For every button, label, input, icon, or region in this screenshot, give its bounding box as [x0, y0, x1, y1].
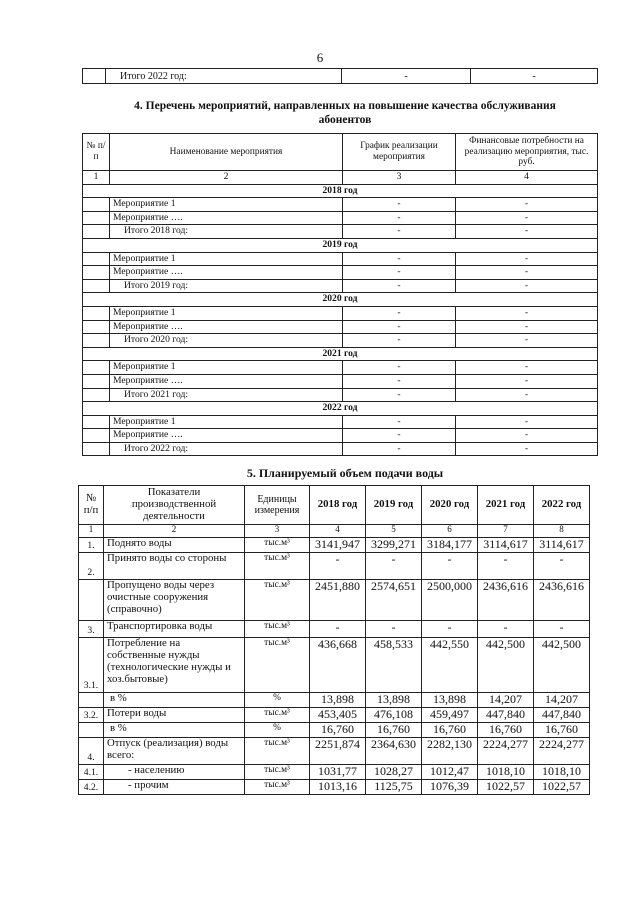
table-row: [83, 252, 598, 266]
table-header: № п/п Показатели производственной деятельности Единицы измерения 2018 год 2019 год 2020 год 2021 год 2022 год: [79, 486, 590, 525]
table-row: [83, 429, 598, 443]
row-number: [79, 693, 104, 708]
table-cell: Мероприятие ….: [110, 266, 343, 280]
value-cell: 2574,651: [366, 580, 422, 621]
value-cell: 2364,630: [366, 738, 422, 765]
value-cell: 13,898: [366, 693, 422, 708]
value-cell: 14,207: [534, 693, 590, 708]
unit-cell: %: [245, 723, 310, 738]
column-numbers-row: 1 2 3 4 5 6 7 8: [79, 525, 590, 538]
table-cell: Мероприятие ….: [110, 429, 343, 443]
table-row: [83, 334, 598, 348]
table-row: [83, 225, 598, 239]
table-cell: Мероприятие ….: [110, 211, 343, 225]
value-cell: 436,668: [310, 638, 366, 693]
unit-cell: тыс.м³: [245, 621, 310, 638]
table-cell: Итого 2022 год:: [110, 442, 343, 456]
carryover-table: [82, 68, 598, 84]
value-cell: 453,405: [310, 708, 366, 723]
water-supply-body: [79, 538, 590, 795]
table-row: [83, 306, 598, 320]
value-cell: 447,840: [534, 708, 590, 723]
table-cell: Мероприятие ….: [110, 374, 343, 388]
year-row: [83, 184, 598, 198]
table-row: [79, 708, 590, 723]
table-cell: -: [456, 374, 598, 388]
value-cell: 1012,47: [422, 765, 478, 780]
value-cell: 1125,75: [366, 780, 422, 795]
value-cell: 3184,177: [422, 538, 478, 553]
table-row: [79, 638, 590, 693]
indicator-name: - населению: [104, 765, 245, 780]
table-cell: -: [456, 442, 598, 456]
table-cell: -: [343, 374, 456, 388]
table-cell: Мероприятие 1: [110, 306, 343, 320]
year-label: 2019 год: [83, 238, 598, 252]
table-cell: -: [343, 198, 456, 212]
table-row: [79, 780, 590, 795]
unit-cell: тыс.м³: [245, 580, 310, 621]
value-cell: 3299,271: [366, 538, 422, 553]
year-label: 2021 год: [83, 347, 598, 361]
value-cell: 13,898: [422, 693, 478, 708]
value-cell: 2436,616: [478, 580, 534, 621]
table-cell: -: [343, 429, 456, 443]
activities-body: [83, 184, 598, 456]
table-row: [79, 723, 590, 738]
value-cell: 16,760: [366, 723, 422, 738]
table-cell: Мероприятие 1: [110, 415, 343, 429]
year-row: [83, 238, 598, 252]
table-row: [83, 374, 598, 388]
indicator-name: в %: [104, 723, 245, 738]
value-cell: -: [422, 621, 478, 638]
unit-cell: тыс.м³: [245, 553, 310, 580]
unit-cell: тыс.м³: [245, 738, 310, 765]
unit-cell: тыс.м³: [245, 780, 310, 795]
table-cell: -: [456, 198, 598, 212]
indicator-name: в %: [104, 693, 245, 708]
table-cell: -: [343, 320, 456, 334]
value-cell: 2251,874: [310, 738, 366, 765]
table-cell: Итого 2021 год:: [110, 388, 343, 402]
table-row: [79, 765, 590, 780]
table-cell: -: [343, 279, 456, 293]
table-cell: -: [343, 252, 456, 266]
table-row: [83, 388, 598, 402]
indicator-name: Поднято воды: [104, 538, 245, 553]
unit-cell: %: [245, 693, 310, 708]
value-cell: 1031,77: [310, 765, 366, 780]
table-row: [79, 553, 590, 580]
table-row: Итого 2022 год: - -: [83, 69, 598, 84]
value-cell: -: [310, 621, 366, 638]
value-cell: 1018,10: [478, 765, 534, 780]
table-cell: -: [456, 252, 598, 266]
value-cell: 1022,57: [534, 780, 590, 795]
table-row: [83, 361, 598, 375]
table-cell: -: [343, 211, 456, 225]
value-cell: 2500,000: [422, 580, 478, 621]
indicator-name: Потребление на собственные нужды (технологические нужды и хоз.бытовые): [104, 638, 245, 693]
row-number: 3.1.: [79, 638, 104, 693]
indicator-name: Потери воды: [104, 708, 245, 723]
value-cell: -: [366, 553, 422, 580]
table-cell: -: [456, 320, 598, 334]
row-number: 4.: [79, 738, 104, 765]
table-header: № п/п Наименование мероприятия График реализации мероприятия Финансовые потребности на реализацию мероприятия, тыс. руб.: [83, 134, 598, 171]
value-cell: 16,760: [422, 723, 478, 738]
year-label: 2018 год: [83, 184, 598, 198]
table-cell: -: [343, 225, 456, 239]
value-cell: 1028,27: [366, 765, 422, 780]
value-cell: 1076,39: [422, 780, 478, 795]
value-cell: 3114,617: [534, 538, 590, 553]
table-cell: -: [456, 388, 598, 402]
table-cell: -: [456, 429, 598, 443]
value-cell: 459,497: [422, 708, 478, 723]
value-cell: 2224,277: [478, 738, 534, 765]
indicator-name: - прочим: [104, 780, 245, 795]
row-number: [79, 723, 104, 738]
table-row: [79, 738, 590, 765]
value-cell: 2436,616: [534, 580, 590, 621]
table-cell: Мероприятие ….: [110, 320, 343, 334]
value-cell: 13,898: [310, 693, 366, 708]
column-numbers-row: 1 2 3 4: [83, 171, 598, 185]
value-cell: -: [422, 553, 478, 580]
indicator-name: Пропущено воды через очистные сооружения (справочно): [104, 580, 245, 621]
table-cell: Итого 2020 год:: [110, 334, 343, 348]
row-number: 3.2.: [79, 708, 104, 723]
value-cell: 16,760: [534, 723, 590, 738]
table-cell: -: [456, 361, 598, 375]
value-cell: 3114,617: [478, 538, 534, 553]
row-number: 3.: [79, 621, 104, 638]
value-cell: -: [534, 553, 590, 580]
table-row: [79, 693, 590, 708]
table-cell: -: [343, 334, 456, 348]
table-cell: Мероприятие 1: [110, 252, 343, 266]
value-cell: 16,760: [310, 723, 366, 738]
value-cell: 458,533: [366, 638, 422, 693]
table-row: [83, 415, 598, 429]
table-cell: -: [343, 306, 456, 320]
table-row: [83, 266, 598, 280]
value-cell: 16,760: [478, 723, 534, 738]
unit-cell: тыс.м³: [245, 538, 310, 553]
row-number: 2.: [79, 553, 104, 580]
value-cell: 447,840: [478, 708, 534, 723]
year-row: [83, 402, 598, 416]
table-cell: -: [343, 388, 456, 402]
value-cell: -: [366, 621, 422, 638]
unit-cell: тыс.м³: [245, 708, 310, 723]
value-cell: -: [478, 621, 534, 638]
table-cell: -: [456, 266, 598, 280]
table-row: [83, 211, 598, 225]
table-row: [79, 580, 590, 621]
value-cell: 442,550: [422, 638, 478, 693]
value-cell: -: [534, 621, 590, 638]
year-label: 2020 год: [83, 293, 598, 307]
table-cell: -: [343, 361, 456, 375]
table-cell: -: [343, 442, 456, 456]
table-row: [79, 538, 590, 553]
unit-cell: тыс.м³: [245, 765, 310, 780]
value-cell: 2224,277: [534, 738, 590, 765]
table-row: [83, 442, 598, 456]
row-number: 4.2.: [79, 780, 104, 795]
table-cell: Мероприятие 1: [110, 198, 343, 212]
water-supply-table: [78, 485, 590, 795]
table-cell: Итого 2019 год:: [110, 279, 343, 293]
section4-title: 4. Перечень мероприятий, направленных на повышение качества обслуживания абонентов: [134, 100, 556, 127]
value-cell: -: [310, 553, 366, 580]
table-cell: -: [343, 415, 456, 429]
table-row: [79, 621, 590, 638]
value-cell: 476,108: [366, 708, 422, 723]
value-cell: -: [478, 553, 534, 580]
table-cell: -: [343, 266, 456, 280]
table-cell: -: [456, 415, 598, 429]
activities-table: [82, 133, 598, 456]
year-row: [83, 347, 598, 361]
table-cell: -: [456, 306, 598, 320]
indicator-name: Принято воды со стороны: [104, 553, 245, 580]
table-cell: -: [456, 211, 598, 225]
value-cell: 2282,130: [422, 738, 478, 765]
row-number: 4.1.: [79, 765, 104, 780]
indicator-name: Транспортировка воды: [104, 621, 245, 638]
table-cell: -: [456, 225, 598, 239]
table-row: [83, 320, 598, 334]
value-cell: 2451,880: [310, 580, 366, 621]
value-cell: 1018,10: [534, 765, 590, 780]
value-cell: 442,500: [478, 638, 534, 693]
section5-title: 5. Планируемый объем подачи воды: [246, 466, 444, 480]
value-cell: 1013,16: [310, 780, 366, 795]
row-number: [79, 580, 104, 621]
indicator-name: Отпуск (реализация) воды всего:: [104, 738, 245, 765]
value-cell: 442,500: [534, 638, 590, 693]
value-cell: 1022,57: [478, 780, 534, 795]
year-row: [83, 293, 598, 307]
value-cell: 3141,947: [310, 538, 366, 553]
value-cell: 14,207: [478, 693, 534, 708]
table-row: [83, 279, 598, 293]
unit-cell: тыс.м³: [245, 638, 310, 693]
table-cell: -: [456, 279, 598, 293]
row-number: 1.: [79, 538, 104, 553]
year-label: 2022 год: [83, 402, 598, 416]
table-row: [83, 198, 598, 212]
table-cell: -: [456, 334, 598, 348]
page-number: 6: [316, 50, 324, 65]
table-cell: Итого 2018 год:: [110, 225, 343, 239]
table-cell: Мероприятие 1: [110, 361, 343, 375]
